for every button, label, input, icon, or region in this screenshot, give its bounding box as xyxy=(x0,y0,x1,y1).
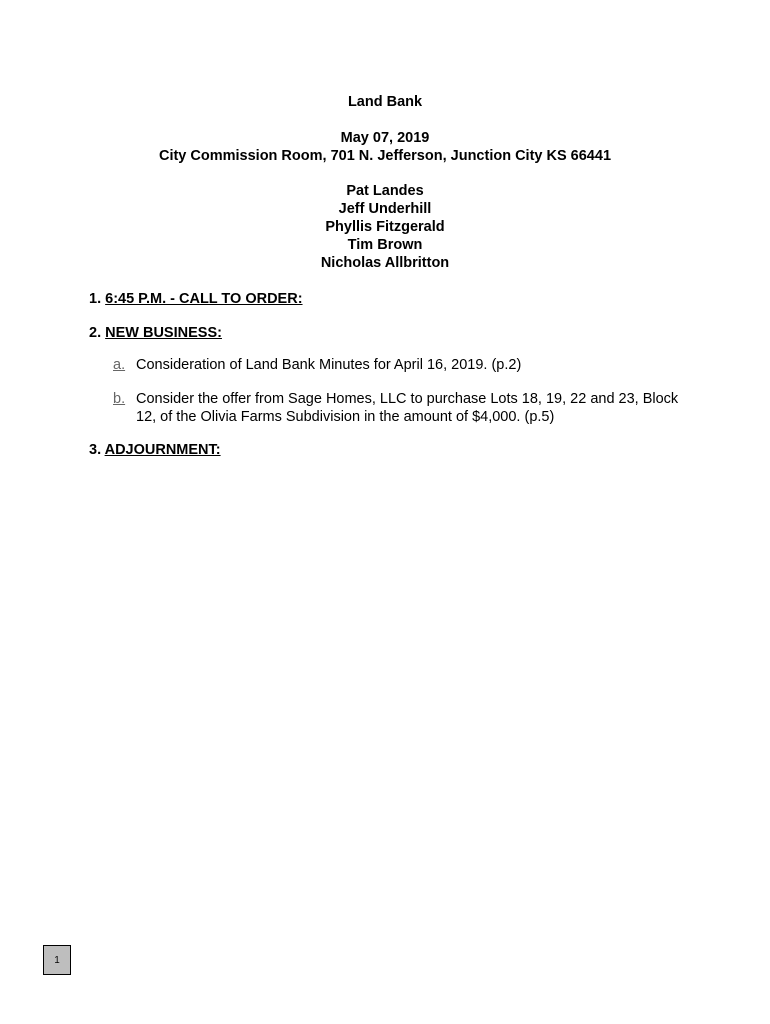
item-text: Consider the offer from Sage Homes, LLC to purchase Lots 18, 19, 22 and 23, Block 12, of the Olivia Farms Subdivision in the amount of $4,000. (p.5) xyxy=(136,391,679,425)
item-text: Consideration of Land Bank Minutes for April 16, 2019. (p.2) xyxy=(136,357,522,373)
page-number-badge xyxy=(43,945,71,975)
section-number: 3. xyxy=(89,442,102,458)
agenda-section-call-to-order xyxy=(89,290,303,308)
agenda-section-new-business xyxy=(89,324,222,342)
member-name: Jeff Underhill xyxy=(338,201,432,217)
agenda-item-b xyxy=(113,390,693,426)
document-title: Land Bank xyxy=(347,94,423,110)
meeting-location: City Commission Room, 701 N. Jefferson, Junction City KS 66441 xyxy=(158,148,612,164)
section-number: 2. xyxy=(89,325,102,341)
member-name: Tim Brown xyxy=(347,237,423,253)
item-letter-link[interactable]: b. xyxy=(113,391,126,407)
member-list xyxy=(0,182,770,272)
member-name: Pat Landes xyxy=(346,183,424,199)
agenda-section-adjournment xyxy=(89,441,221,459)
meeting-date: May 07, 2019 xyxy=(340,130,430,146)
item-letter-link[interactable]: a. xyxy=(113,357,126,373)
section-number: 1. xyxy=(89,291,102,307)
member-name: Nicholas Allbritton xyxy=(320,255,450,271)
page-number: 1 xyxy=(54,954,60,966)
member-name: Phyllis Fitzgerald xyxy=(325,219,445,235)
section-heading: ADJOURNMENT: xyxy=(104,442,221,458)
section-heading: NEW BUSINESS: xyxy=(105,325,222,341)
agenda-item-a xyxy=(113,356,693,374)
section-heading: 6:45 P.M. - CALL TO ORDER: xyxy=(105,291,303,307)
